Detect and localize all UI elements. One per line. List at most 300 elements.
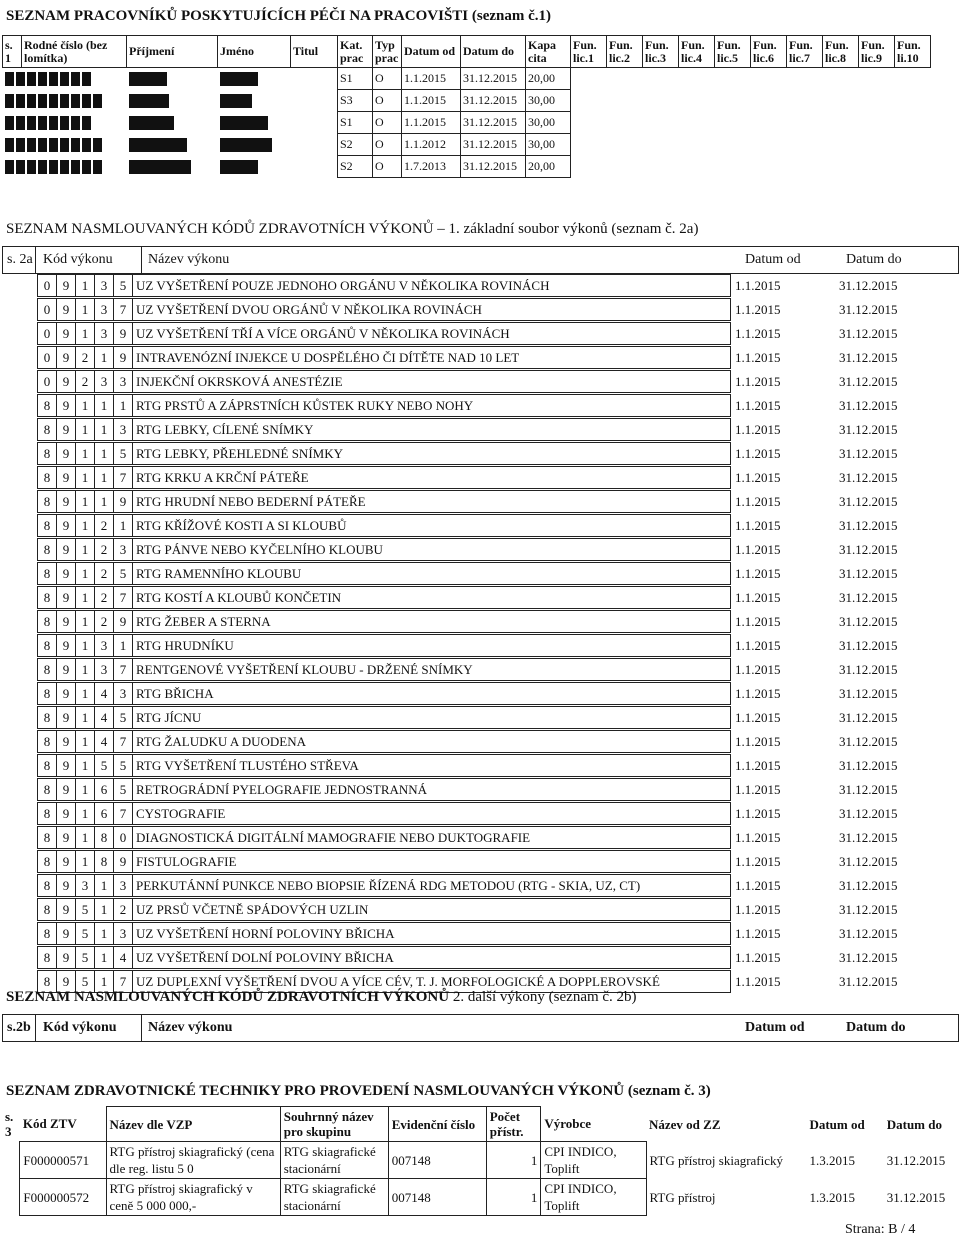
- code-digit: 1: [76, 851, 95, 873]
- date-from: 1.1.2015: [735, 661, 781, 677]
- code-digit: 9: [57, 587, 76, 609]
- code-digit: 8: [38, 851, 57, 873]
- redacted-birth-number: [3, 134, 127, 156]
- code-digit: 8: [38, 395, 57, 417]
- table-row: [3, 156, 931, 178]
- cell-od: 1.1.2015: [402, 90, 461, 112]
- s1-header-cell: Fun. lic.2: [607, 36, 643, 68]
- cell-typ: O: [373, 90, 402, 112]
- code-digit: 7: [114, 587, 133, 609]
- cell-typ: O: [373, 134, 402, 156]
- date-to: 31.12.2015: [839, 877, 898, 893]
- code-digit: 8: [38, 899, 57, 921]
- code-digit: 8: [38, 491, 57, 513]
- s1-header-cell: s. 1: [3, 36, 22, 68]
- code-row: [38, 443, 898, 465]
- code-digit: 9: [114, 323, 133, 345]
- code-digit: 4: [114, 947, 133, 969]
- date-to: 31.12.2015: [839, 373, 898, 389]
- cell-do: 31.12.2015: [461, 156, 526, 178]
- cell-kod: F000000572: [20, 1179, 106, 1216]
- code-digit: 3: [95, 659, 114, 681]
- cell-kap: 30,00: [526, 112, 571, 134]
- code-digit: 7: [114, 731, 133, 753]
- code-row: [38, 587, 898, 609]
- procedure-name: RTG ŽALUDKU A DUODENA: [133, 731, 731, 753]
- code-digit: 9: [57, 395, 76, 417]
- redacted-firstname: [218, 134, 291, 156]
- code-row: [38, 779, 898, 801]
- date-from: 1.1.2015: [735, 493, 781, 509]
- code-digit: 8: [38, 635, 57, 657]
- code-digit: 1: [76, 515, 95, 537]
- code-digit: 9: [57, 827, 76, 849]
- code-digit: 3: [114, 371, 133, 393]
- date-from: 1.1.2015: [735, 301, 781, 317]
- procedure-name: CYSTOGRAFIE: [133, 803, 731, 825]
- code-digit: 8: [95, 827, 114, 849]
- code-digit: 5: [95, 755, 114, 777]
- code-digit: 8: [38, 419, 57, 441]
- procedure-name: PERKUTÁNNÍ PUNKCE NEBO BIOPSIE ŘÍZENÁ RDG METODOU (RTG - SKIA, UZ, CT): [133, 875, 731, 897]
- procedure-name: RTG LEBKY, PŘEHLEDNÉ SNÍMKY: [133, 443, 731, 465]
- cell-nazev: RTG přístroj skiagrafický (cena dle reg. listu 5 0: [106, 1142, 280, 1179]
- procedure-name: RTG PRSTŮ A ZÁPRSTNÍCH KŮSTEK RUKY NEBO NOHY: [133, 395, 731, 417]
- code-digit: 8: [38, 947, 57, 969]
- procedure-name: UZ VYŠETŘENÍ DOLNÍ POLOVINY BŘICHA: [133, 947, 731, 969]
- code-digit: 2: [95, 563, 114, 585]
- s1-header-cell: Fun. lic.6: [751, 36, 787, 68]
- code-row: [38, 635, 898, 657]
- date-from: 1.1.2015: [735, 445, 781, 461]
- code-row: [38, 515, 898, 537]
- date-to: 31.12.2015: [839, 541, 898, 557]
- code-digit: 1: [95, 443, 114, 465]
- col-datum-od: Datum od: [745, 252, 801, 267]
- code-digit: 5: [114, 275, 133, 297]
- code-digit: 9: [57, 779, 76, 801]
- code-digit: 8: [38, 779, 57, 801]
- date-to: 31.12.2015: [839, 517, 898, 533]
- s3-header-cell: Souhrnný název pro skupinu: [280, 1107, 388, 1142]
- code-digit: 9: [57, 803, 76, 825]
- procedure-name: RTG KRKU A KRČNÍ PÁTEŘE: [133, 467, 731, 489]
- date-from: 1.1.2015: [735, 373, 781, 389]
- code-digit: 1: [76, 443, 95, 465]
- date-to: 31.12.2015: [839, 637, 898, 653]
- date-from: 1.1.2015: [735, 877, 781, 893]
- col-s2b: s.2b: [7, 1020, 31, 1035]
- code-digit: 1: [95, 347, 114, 369]
- code-digit: 8: [38, 923, 57, 945]
- cell-od: 1.1.2015: [402, 68, 461, 90]
- procedure-name: INJEKČNÍ OKRSKOVÁ ANESTÉZIE: [133, 371, 731, 393]
- date-from: 1.1.2015: [735, 469, 781, 485]
- code-digit: 9: [57, 323, 76, 345]
- s3-header-cell: Výrobce: [544, 1116, 592, 1132]
- equipment-table: [2, 1106, 960, 1216]
- procedure-name: INTRAVENÓZNÍ INJEKCE U DOSPĚLÉHO ČI DÍTĚTE NAD 10 LET: [133, 347, 731, 369]
- s3-header-cell: Kód ZTV: [22, 1116, 77, 1132]
- code-digit: 9: [114, 611, 133, 633]
- code-digit: 1: [95, 467, 114, 489]
- section2a-title: SEZNAM NASMLOUVANÝCH KÓDŮ ZDRAVOTNÍCH VÝKONŮ – 1. základní soubor výkonů (seznam č. 2a): [6, 221, 699, 237]
- date-from: 1.1.2015: [735, 613, 781, 629]
- code-digit: 1: [76, 707, 95, 729]
- date-to: 31.12.2015: [839, 853, 898, 869]
- code-digit: 1: [76, 827, 95, 849]
- cell-kat: S1: [338, 68, 373, 90]
- cell-do: 31.12.2015: [461, 134, 526, 156]
- code-digit: 2: [95, 611, 114, 633]
- code-digit: 7: [114, 299, 133, 321]
- redacted-surname: [127, 156, 218, 178]
- s1-header-cell: Titul: [291, 36, 338, 68]
- code-digit: 8: [38, 611, 57, 633]
- codes-table-2a: [37, 274, 898, 994]
- s1-header-cell: Fun. lic.8: [823, 36, 859, 68]
- code-row: [38, 275, 898, 297]
- code-digit: 4: [95, 683, 114, 705]
- code-digit: 8: [38, 971, 57, 993]
- code-row: [38, 563, 898, 585]
- procedure-name: RTG KŘÍŽOVÉ KOSTI A SI KLOUBŮ: [133, 515, 731, 537]
- code-digit: 1: [76, 467, 95, 489]
- code-digit: 8: [38, 563, 57, 585]
- code-row: [38, 899, 898, 921]
- code-digit: 0: [38, 347, 57, 369]
- code-digit: 1: [95, 971, 114, 993]
- code-digit: 6: [95, 803, 114, 825]
- s1-header-cell: Datum od: [402, 36, 461, 68]
- code-digit: 9: [57, 515, 76, 537]
- date-to: 31.12.2015: [839, 733, 898, 749]
- date-to: 31.12.2015: [839, 613, 898, 629]
- date-to: 31.12.2015: [839, 685, 898, 701]
- date-from: 1.1.2015: [735, 685, 781, 701]
- cell-vyrobce: CPI INDICO, Toplift: [541, 1142, 646, 1179]
- date-to: 31.12.2015: [839, 709, 898, 725]
- date-from: 1.1.2015: [735, 541, 781, 557]
- date-from: 1.1.2015: [735, 733, 781, 749]
- date-from: 1.1.2015: [735, 973, 781, 989]
- code-digit: 1: [114, 395, 133, 417]
- cell-zz: RTG přístroj: [649, 1189, 716, 1205]
- code-digit: 1: [114, 515, 133, 537]
- date-to: 31.12.2015: [839, 589, 898, 605]
- code-row: [38, 299, 898, 321]
- code-row: [38, 683, 898, 705]
- cell-do: 31.12.2015: [461, 90, 526, 112]
- code-digit: 8: [38, 707, 57, 729]
- date-from: 1.1.2015: [735, 829, 781, 845]
- staff-table: [2, 35, 931, 178]
- code-row: [38, 851, 898, 873]
- code-digit: 7: [114, 971, 133, 993]
- s1-header-cell: Datum do: [461, 36, 526, 68]
- date-from: 1.1.2015: [735, 901, 781, 917]
- code-digit: 1: [76, 731, 95, 753]
- date-to: 31.12.2015: [839, 325, 898, 341]
- date-to: 31.12.2015: [839, 349, 898, 365]
- code-digit: 8: [38, 443, 57, 465]
- code-row: [38, 371, 898, 393]
- cell-typ: O: [373, 68, 402, 90]
- code-digit: 1: [76, 587, 95, 609]
- date-from: 1.1.2015: [735, 589, 781, 605]
- code-digit: 3: [114, 539, 133, 561]
- cell-evid: 007148: [388, 1179, 486, 1216]
- procedure-name: UZ DUPLEXNÍ VYŠETŘENÍ DVOU A VÍCE CÉV, T. J. MORFOLOGICKÉ A DOPPLEROVSKÉ: [133, 971, 731, 993]
- s3-header-cell: Evidenční číslo: [388, 1107, 486, 1142]
- date-to: 31.12.2015: [839, 949, 898, 965]
- procedure-name: RENTGENOVÉ VYŠETŘENÍ KLOUBU - DRŽENÉ SNÍMKY: [133, 659, 731, 681]
- cell-evid: 007148: [388, 1142, 486, 1179]
- s1-header-cell: Fun. lic.1: [571, 36, 607, 68]
- date-to: 31.12.2015: [839, 901, 898, 917]
- col-nazev: Název výkonu: [148, 1020, 233, 1035]
- code-digit: 5: [114, 563, 133, 585]
- code-digit: 1: [95, 923, 114, 945]
- date-from: 1.1.2015: [735, 349, 781, 365]
- code-digit: 1: [95, 947, 114, 969]
- procedure-name: RTG HRUDNÍ NEBO BEDERNÍ PÁTEŘE: [133, 491, 731, 513]
- procedure-name: RTG RAMENNÍHO KLOUBU: [133, 563, 731, 585]
- code-digit: 3: [114, 923, 133, 945]
- code-digit: 9: [57, 659, 76, 681]
- code-digit: 2: [76, 371, 95, 393]
- code-digit: 9: [57, 971, 76, 993]
- procedure-name: RTG VYŠETŘENÍ TLUSTÉHO STŘEVA: [133, 755, 731, 777]
- code-digit: 3: [95, 299, 114, 321]
- cell-vyrobce: CPI INDICO, Toplift: [541, 1179, 646, 1216]
- code-digit: 9: [57, 563, 76, 585]
- cell-pocet: 1: [486, 1179, 541, 1216]
- code-digit: 6: [95, 779, 114, 801]
- date-to: 31.12.2015: [839, 757, 898, 773]
- code-digit: 9: [57, 443, 76, 465]
- date-from: 1.1.2015: [735, 517, 781, 533]
- col-datum-od: Datum od: [745, 1020, 805, 1035]
- cell-typ: O: [373, 156, 402, 178]
- procedure-name: FISTULOGRAFIE: [133, 851, 731, 873]
- date-from: 1.1.2015: [735, 277, 781, 293]
- procedure-name: UZ VYŠETŘENÍ POUZE JEDNOHO ORGÁNU V NĚKOLIKA ROVINÁCH: [133, 275, 731, 297]
- date-from: 1.1.2015: [735, 949, 781, 965]
- code-digit: 3: [95, 635, 114, 657]
- code-digit: 1: [76, 683, 95, 705]
- code-row: [38, 755, 898, 777]
- cell-nazev: RTG přístroj skiagrafický v ceně 5 000 000,-: [106, 1179, 280, 1216]
- code-digit: 9: [114, 851, 133, 873]
- code-digit: 1: [76, 299, 95, 321]
- code-digit: 8: [95, 851, 114, 873]
- code-digit: 7: [114, 467, 133, 489]
- s3-header-cell: Název dle VZP: [106, 1107, 280, 1142]
- code-digit: 3: [95, 275, 114, 297]
- code-digit: 3: [95, 371, 114, 393]
- code-digit: 1: [95, 875, 114, 897]
- s1-header-cell: Jméno: [218, 36, 291, 68]
- code-digit: 9: [57, 851, 76, 873]
- code-digit: 9: [57, 419, 76, 441]
- code-digit: 1: [95, 899, 114, 921]
- code-digit: 1: [76, 611, 95, 633]
- date-to: 31.12.2015: [839, 301, 898, 317]
- s1-header-cell: Kat. prac: [338, 36, 373, 68]
- code-digit: 8: [38, 875, 57, 897]
- procedure-name: RTG LEBKY, CÍLENÉ SNÍMKY: [133, 419, 731, 441]
- code-digit: 8: [38, 659, 57, 681]
- cell-kat: S3: [338, 90, 373, 112]
- code-row: [38, 323, 898, 345]
- date-to: 31.12.2015: [839, 445, 898, 461]
- cell-od: 1.1.2012: [402, 134, 461, 156]
- section2b-title: SEZNAM NASMLOUVANÝCH KÓDŮ ZDRAVOTNÍCH VÝKONŮ 2. další výkony (seznam č. 2b): [6, 989, 637, 1005]
- date-from: 1.1.2015: [735, 709, 781, 725]
- procedure-name: RETROGRÁDNÍ PYELOGRAFIE JEDNOSTRANNÁ: [133, 779, 731, 801]
- cell-pocet: 1: [486, 1142, 541, 1179]
- code-digit: 1: [76, 659, 95, 681]
- code-digit: 5: [114, 779, 133, 801]
- code-digit: 0: [114, 827, 133, 849]
- code-digit: 9: [57, 299, 76, 321]
- redacted-firstname: [218, 112, 291, 134]
- cell-kap: 30,00: [526, 90, 571, 112]
- col-kod: Kód výkonu: [43, 252, 113, 267]
- redacted-birth-number: [3, 90, 127, 112]
- date-from: 1.1.2015: [735, 325, 781, 341]
- code-digit: 8: [38, 755, 57, 777]
- code-digit: 9: [114, 491, 133, 513]
- code-digit: 4: [95, 731, 114, 753]
- s3-header-cell: Datum do: [886, 1116, 942, 1132]
- cell-souhrn: RTG skiagrafické stacionární: [280, 1179, 388, 1216]
- code-digit: 3: [114, 683, 133, 705]
- code-digit: 9: [57, 947, 76, 969]
- s1-header-cell: Fun. lic.7: [787, 36, 823, 68]
- code-digit: 0: [38, 323, 57, 345]
- redacted-firstname: [218, 90, 291, 112]
- date-from: 1.1.2015: [735, 781, 781, 797]
- redacted-birth-number: [3, 68, 127, 90]
- code-digit: 9: [57, 875, 76, 897]
- code-digit: 8: [38, 803, 57, 825]
- code-digit: 1: [76, 779, 95, 801]
- cell-kap: 30,00: [526, 134, 571, 156]
- code-digit: 1: [76, 323, 95, 345]
- code-digit: 1: [76, 803, 95, 825]
- cell-do: 31.12.2015: [886, 1152, 946, 1168]
- date-to: 31.12.2015: [839, 805, 898, 821]
- table-row: [3, 134, 931, 156]
- code-digit: 9: [57, 611, 76, 633]
- code-digit: 2: [95, 515, 114, 537]
- date-from: 1.1.2015: [735, 421, 781, 437]
- redacted-firstname: [218, 68, 291, 90]
- s1-header-cell: Příjmení: [127, 36, 218, 68]
- date-to: 31.12.2015: [839, 925, 898, 941]
- redacted-birth-number: [3, 156, 127, 178]
- code-digit: 9: [57, 275, 76, 297]
- s1-header-cell: Rodné číslo (bez lomítka): [22, 36, 127, 68]
- section2b-header: [2, 1014, 959, 1042]
- code-digit: 2: [114, 899, 133, 921]
- cell-souhrn: RTG skiagrafické stacionární: [280, 1142, 388, 1179]
- redacted-surname: [127, 134, 218, 156]
- cell-kat: S1: [338, 112, 373, 134]
- code-digit: 5: [114, 707, 133, 729]
- col-nazev: Název výkonu: [148, 252, 230, 267]
- code-digit: 9: [57, 635, 76, 657]
- code-row: [38, 395, 898, 417]
- procedure-name: RTG HRUDNÍKU: [133, 635, 731, 657]
- code-digit: 5: [76, 971, 95, 993]
- redacted-surname: [127, 112, 218, 134]
- code-digit: 8: [38, 587, 57, 609]
- section2a-header: [2, 246, 959, 274]
- date-to: 31.12.2015: [839, 277, 898, 293]
- code-digit: 2: [95, 539, 114, 561]
- date-to: 31.12.2015: [839, 973, 898, 989]
- cell-od: 1.3.2015: [809, 1152, 855, 1168]
- code-digit: 1: [76, 539, 95, 561]
- s1-header-cell: Fun. li.10: [895, 36, 931, 68]
- code-digit: 1: [76, 395, 95, 417]
- code-row: [38, 467, 898, 489]
- code-digit: 9: [57, 683, 76, 705]
- code-digit: 8: [38, 683, 57, 705]
- code-digit: 1: [114, 635, 133, 657]
- procedure-name: RTG ŽEBER A STERNA: [133, 611, 731, 633]
- code-digit: 1: [76, 419, 95, 441]
- code-digit: 9: [57, 347, 76, 369]
- code-digit: 1: [76, 275, 95, 297]
- procedure-name: RTG KOSTÍ A KLOUBŮ KONČETIN: [133, 587, 731, 609]
- code-row: [38, 947, 898, 969]
- redacted-surname: [127, 68, 218, 90]
- code-digit: 8: [38, 827, 57, 849]
- procedure-name: RTG PÁNVE NEBO KYČELNÍHO KLOUBU: [133, 539, 731, 561]
- code-digit: 4: [95, 707, 114, 729]
- cell-kod: F000000571: [20, 1142, 106, 1179]
- date-to: 31.12.2015: [839, 565, 898, 581]
- code-digit: 0: [38, 275, 57, 297]
- section3-title: SEZNAM ZDRAVOTNICKÉ TECHNIKY PRO PROVEDENÍ NASMLOUVANÝCH VÝKONŮ (seznam č. 3): [6, 1083, 711, 1099]
- date-to: 31.12.2015: [839, 493, 898, 509]
- code-row: [38, 491, 898, 513]
- s3-header-cell: Počet přístr.: [486, 1107, 541, 1142]
- code-digit: 5: [114, 443, 133, 465]
- s1-header-cell: Fun. lic.4: [679, 36, 715, 68]
- code-digit: 3: [95, 323, 114, 345]
- code-row: [38, 803, 898, 825]
- cell-od: 1.3.2015: [809, 1189, 855, 1205]
- cell-typ: O: [373, 112, 402, 134]
- code-digit: 2: [95, 587, 114, 609]
- code-digit: 9: [114, 347, 133, 369]
- procedure-name: UZ VYŠETŘENÍ TŘÍ A VÍCE ORGÁNŮ V NĚKOLIKA ROVINÁCH: [133, 323, 731, 345]
- date-from: 1.1.2015: [735, 925, 781, 941]
- code-digit: 8: [38, 467, 57, 489]
- code-digit: 5: [76, 923, 95, 945]
- procedure-name: DIAGNOSTICKÁ DIGITÁLNÍ MAMOGRAFIE NEBO DUKTOGRAFIE: [133, 827, 731, 849]
- procedure-name: UZ VYŠETŘENÍ DVOU ORGÁNŮ V NĚKOLIKA ROVINÁCH: [133, 299, 731, 321]
- code-digit: 5: [114, 755, 133, 777]
- procedure-name: RTG BŘICHA: [133, 683, 731, 705]
- code-digit: 9: [57, 755, 76, 777]
- s1-header-cell: Typ prac: [373, 36, 402, 68]
